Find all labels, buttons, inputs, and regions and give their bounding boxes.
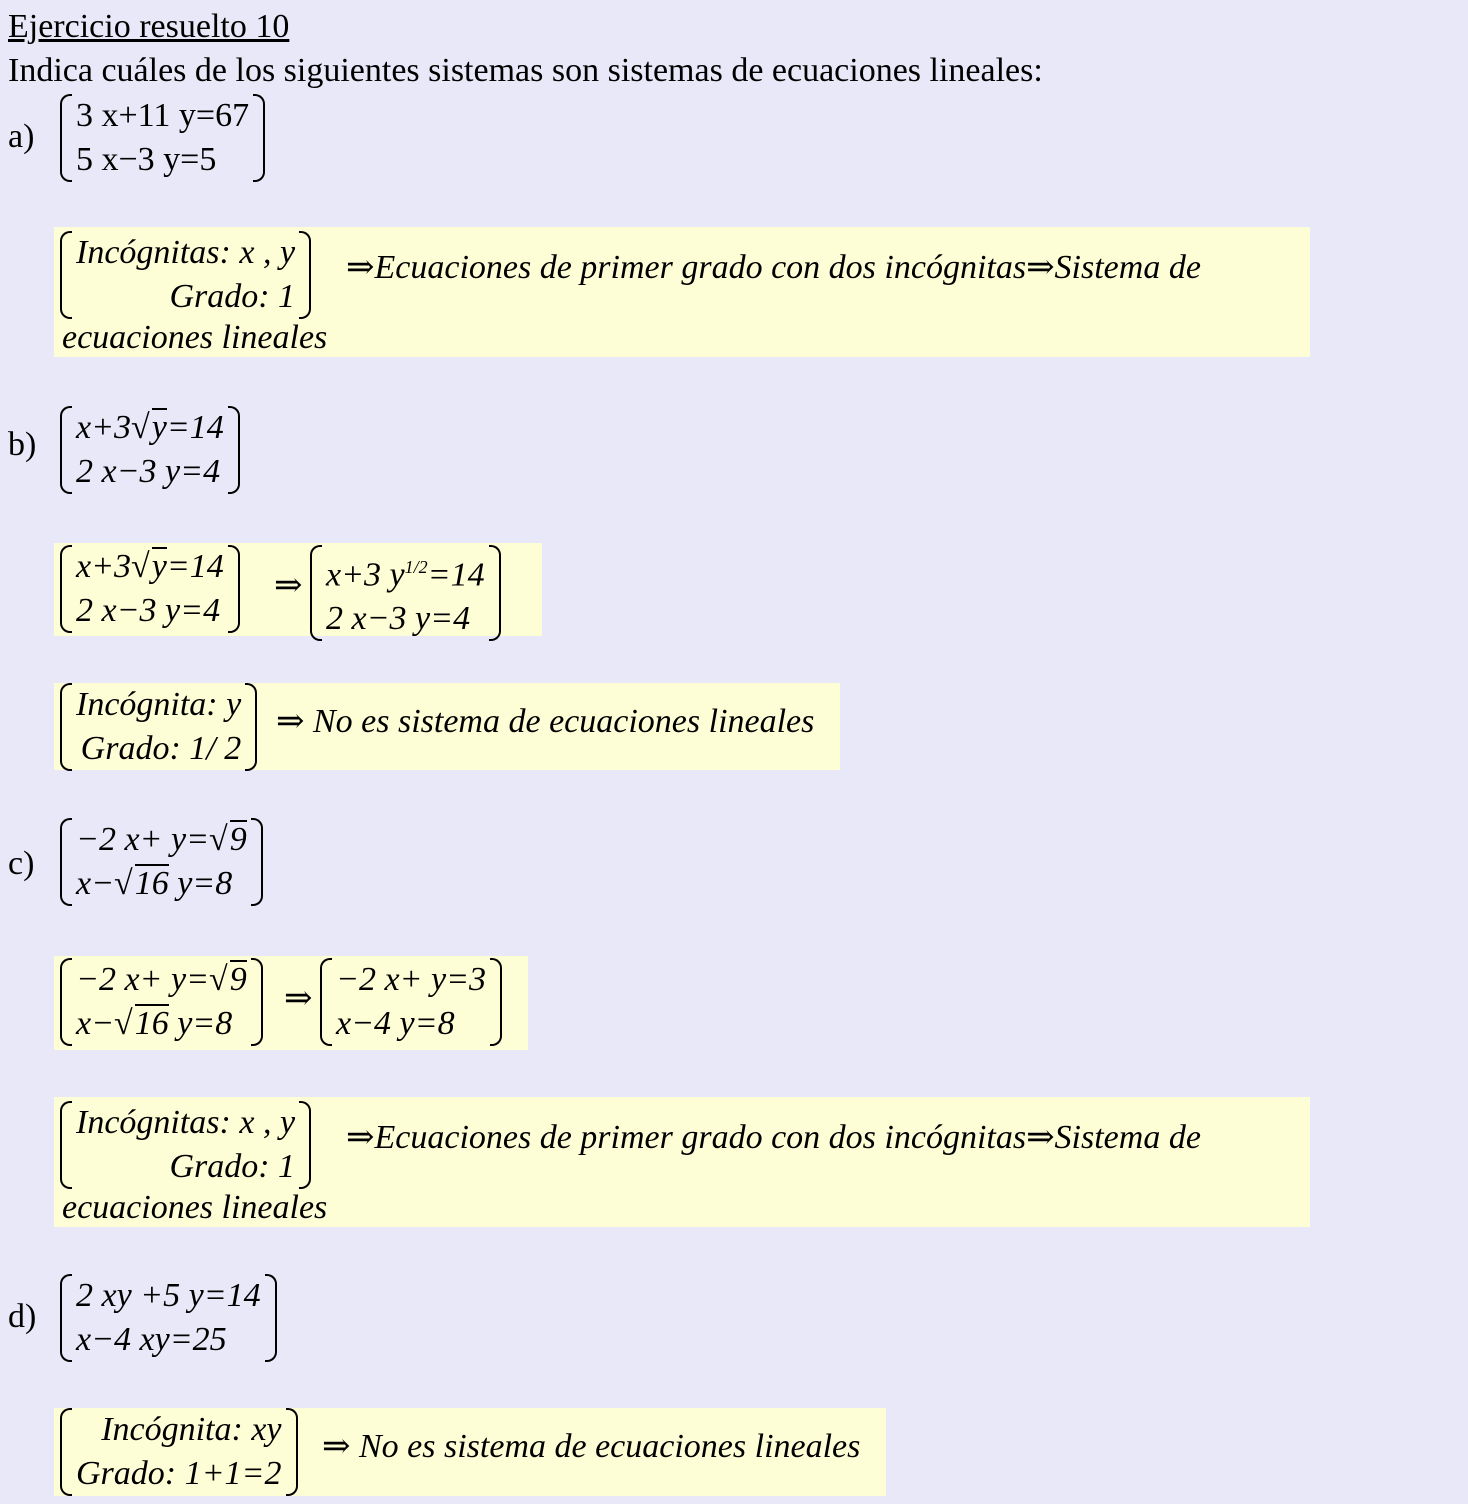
part-b-result-eq1-post: =14 — [427, 556, 485, 594]
part-b-rw-eq1-pre: x+3 — [76, 548, 132, 585]
part-d-label: d) — [8, 1298, 37, 1335]
left-brace — [320, 958, 332, 1046]
part-a-conclusion-2: ecuaciones lineales — [62, 319, 328, 356]
part-a-conclusion: ⇒Ecuaciones de primer grado con dos incógnitas⇒Sistema de — [346, 249, 1201, 286]
part-c-rewrite-original — [60, 958, 263, 1046]
right-brace — [489, 545, 501, 641]
part-d-eq1: 2 xy +5 y=14 — [76, 1277, 261, 1314]
part-d-analysis-system — [60, 1408, 298, 1496]
sqrt-sign: √ — [114, 1005, 133, 1042]
part-b-eq1-pre: x+3 — [76, 409, 132, 446]
part-b-analysis-box — [54, 683, 840, 770]
exercise-instruction: Indica cuáles de los siguientes sistemas son sistemas de ecuaciones lineales: — [8, 52, 1043, 89]
part-c-conclusion: ⇒Ecuaciones de primer grado con dos incógnitas⇒Sistema de — [346, 1119, 1201, 1156]
part-a-grado: Grado: 1 — [169, 278, 296, 315]
right-brace — [490, 958, 502, 1046]
part-b-implies-arrow: ⇒ — [274, 567, 303, 604]
part-c-rw-eq2-post: y=8 — [168, 1005, 233, 1042]
part-a-system — [60, 94, 265, 182]
part-c-rw-eq2-radicand: 16 — [134, 1005, 169, 1042]
left-brace — [60, 958, 72, 1046]
part-c-system — [60, 818, 263, 906]
part-c-eq2 — [76, 862, 247, 906]
left-brace — [60, 818, 72, 906]
part-c-eq1 — [76, 818, 247, 862]
exercise-title: Ejercicio resuelto 10 — [8, 8, 290, 45]
part-d-eq2: x−4 xy=25 — [76, 1321, 227, 1358]
part-c-eq2-post: y=8 — [168, 865, 233, 902]
part-b-result-eq1 — [326, 545, 485, 597]
left-brace — [60, 1101, 72, 1189]
left-brace — [310, 545, 322, 641]
part-c-rw-eq1-radicand: 9 — [229, 961, 247, 998]
part-b-eq1 — [76, 406, 224, 450]
left-brace — [60, 406, 72, 494]
part-c-implies-arrow: ⇒ — [284, 980, 313, 1017]
right-brace — [299, 1101, 311, 1189]
right-brace — [253, 94, 265, 182]
left-brace — [60, 1274, 72, 1362]
left-brace — [60, 1408, 72, 1496]
right-brace — [299, 231, 311, 319]
right-brace — [286, 1408, 298, 1496]
part-b-analysis-system — [60, 683, 257, 771]
sqrt-sign: √ — [131, 409, 150, 446]
part-c-incognitas: Incógnitas: x , y — [76, 1104, 296, 1141]
sqrt-sign: √ — [114, 865, 133, 902]
left-brace — [60, 545, 72, 633]
part-b-rewrite-result — [310, 545, 501, 641]
part-b-eq1-post: =14 — [166, 409, 224, 446]
part-c-label: c) — [8, 845, 35, 882]
part-b-result-eq2: 2 x−3 y=4 — [326, 600, 471, 638]
sqrt-sign: √ — [209, 961, 228, 998]
part-b-incognita: Incógnita: y — [76, 686, 242, 723]
sqrt-sign: √ — [131, 548, 150, 585]
left-brace — [60, 231, 72, 319]
right-brace — [228, 545, 240, 633]
part-a-eq1: 3 x+11 y=67 — [76, 97, 250, 134]
part-a-analysis-box — [54, 227, 1310, 357]
part-d-grado: Grado: 1+1=2 — [76, 1455, 282, 1492]
right-brace — [251, 958, 263, 1046]
part-c-rewrite-result — [320, 958, 502, 1046]
part-d-incognita: Incógnita: xy — [101, 1411, 282, 1448]
part-c-result-eq1: −2 x+ y=3 — [336, 961, 487, 998]
part-b-result-exponent: 1/2 — [404, 557, 428, 577]
part-c-eq2-radicand: 16 — [134, 865, 169, 902]
part-b-conclusion: ⇒ No es sistema de ecuaciones lineales — [276, 703, 815, 740]
part-b-rewrite-box — [54, 543, 542, 636]
part-b-rw-eq1-post: =14 — [166, 548, 224, 585]
part-b-rw-eq1-radicand: y — [151, 548, 167, 585]
part-b-eq1-radicand: y — [151, 409, 167, 446]
part-d-analysis-box — [54, 1408, 886, 1496]
part-d-system — [60, 1274, 277, 1362]
right-brace — [245, 683, 257, 771]
part-a-eq2: 5 x−3 y=5 — [76, 141, 217, 178]
part-b-system — [60, 406, 240, 494]
part-c-grado: Grado: 1 — [169, 1148, 296, 1185]
part-c-rw-eq1 — [76, 958, 247, 1002]
part-b-eq2: 2 x−3 y=4 — [76, 453, 221, 490]
part-a-incognitas: Incógnitas: x , y — [76, 234, 296, 271]
part-b-result-eq1-pre: x+3 y — [326, 556, 405, 594]
part-c-eq1-pre: −2 x+ y= — [76, 821, 210, 858]
part-c-rw-eq2 — [76, 1002, 247, 1046]
part-c-rewrite-box — [54, 956, 528, 1050]
part-b-rw-eq2: 2 x−3 y=4 — [76, 592, 221, 629]
part-c-eq1-radicand: 9 — [229, 821, 247, 858]
left-brace — [60, 94, 72, 182]
part-a-label: a) — [8, 118, 35, 155]
right-brace — [251, 818, 263, 906]
right-brace — [265, 1274, 277, 1362]
part-b-grado: Grado: 1/ 2 — [80, 730, 242, 767]
part-b-rw-eq1 — [76, 545, 224, 589]
sqrt-sign: √ — [209, 821, 228, 858]
part-c-result-eq2: x−4 y=8 — [336, 1005, 455, 1042]
part-c-analysis-box — [54, 1097, 1310, 1227]
left-brace — [60, 683, 72, 771]
part-c-rw-eq1-pre: −2 x+ y= — [76, 961, 210, 998]
part-b-rewrite-original — [60, 545, 240, 633]
part-c-eq2-pre: x− — [76, 865, 115, 902]
part-c-analysis-system — [60, 1101, 311, 1189]
part-d-conclusion: ⇒ No es sistema de ecuaciones lineales — [322, 1428, 861, 1465]
part-c-rw-eq2-pre: x− — [76, 1005, 115, 1042]
right-brace — [228, 406, 240, 494]
part-b-label: b) — [8, 426, 37, 463]
part-c-conclusion-2: ecuaciones lineales — [62, 1189, 328, 1226]
part-a-analysis-system — [60, 231, 311, 319]
